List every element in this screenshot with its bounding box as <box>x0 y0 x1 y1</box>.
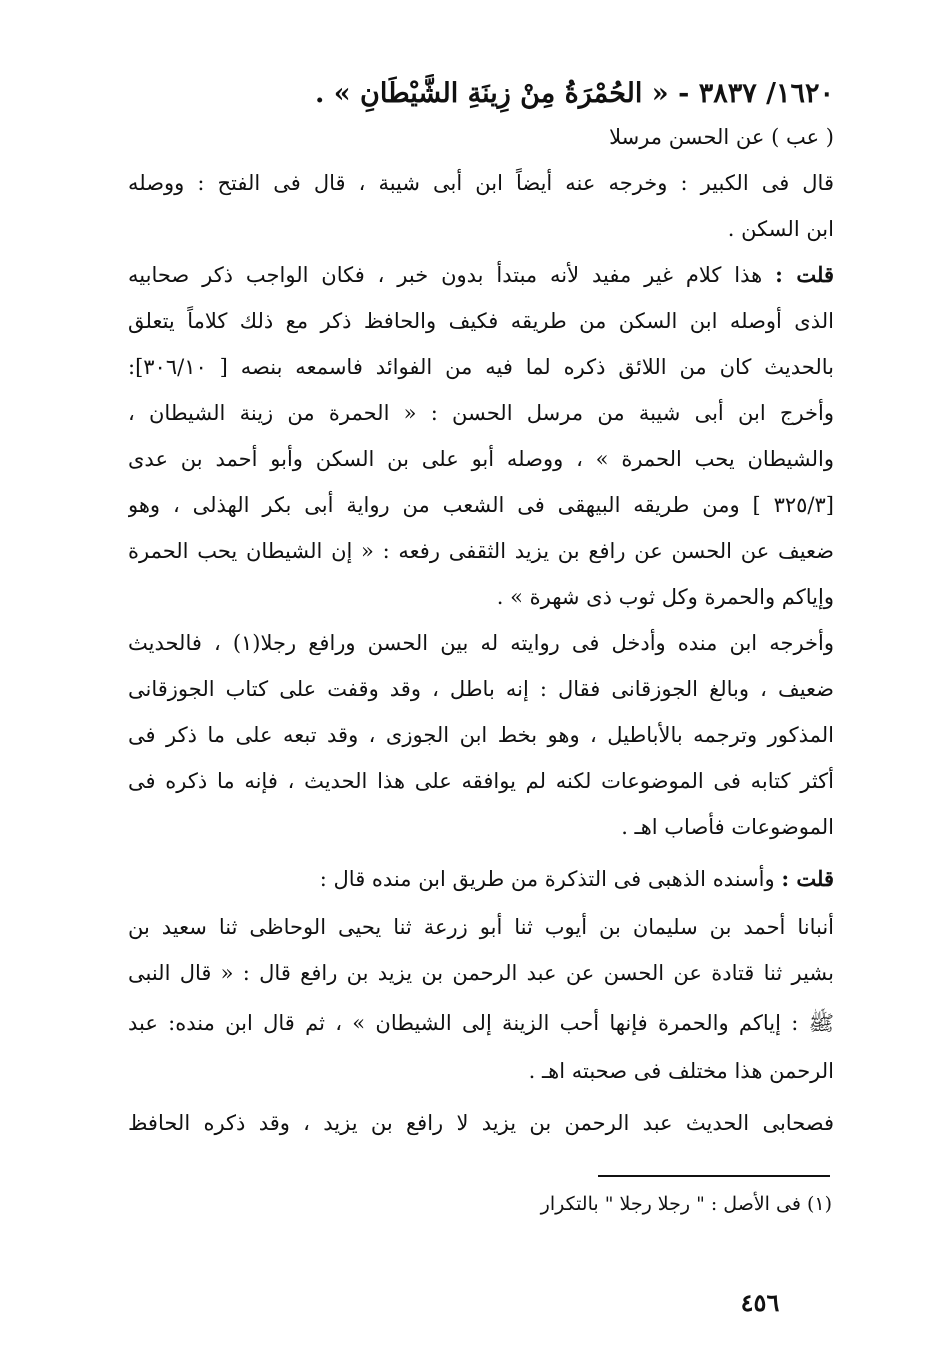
body-line: ضعيف ، وبالغ الجوزقانى فقال : إنه باطل ، وقد وقفت على كتاب الجوزقانى <box>128 677 834 701</box>
body-line: قال فى الكبير : وخرجه عنه أيضاً ابن أبى شيبة ، قال فى الفتح : ووصله <box>128 171 834 195</box>
body-line: أنبانا أحمد بن سليمان بن أيوب ثنا أبو زرعة ثنا يحيى الوحاظى ثنا سعيد بن <box>128 915 834 939</box>
body-line-qult <box>128 260 834 290</box>
body-line: أكثر كتابه فى الموضوعات لكنه لم يوافقه على هذا الحديث ، فإنه ما ذكره فى <box>128 769 834 793</box>
body-line-text: هذا كلام غير مفيد لأنه مبتدأ بدون خبر ، فكان الواجب ذكر صحابيه <box>128 263 763 287</box>
body-line: الرحمن هذا مختلف فى صحبته اهـ . <box>528 1059 834 1083</box>
body-line: الذى أوصله ابن السكن من طريقه فكيف والحافظ ذكر مع ذلك كلاماً يتعلق <box>128 309 834 333</box>
footnote-divider <box>598 1175 830 1177</box>
body-line: وإياكم والحمرة وكل ثوب ذى شهرة » . <box>496 585 834 609</box>
hadith-heading: ١٦٢٠/ ٣٨٣٧ - « الحُمْرَةُ مِنْ زِينَةِ الشَّيْطَانِ » . <box>314 78 834 109</box>
qult-label: قلت : <box>781 866 834 891</box>
body-line: ﷺ : إياكم والحمرة فإنها أحب الزينة إلى الشيطان » ، ثم قال ابن منده: عبد <box>128 1011 834 1035</box>
body-line: الموضوعات فأصاب اهـ . <box>621 815 834 839</box>
body-line: والشيطان يحب الحمرة » ، ووصله أبو على بن السكن وأبو أحمد بن عدى <box>128 447 834 471</box>
footnote: (١) فى الأصل : " رجلا رجلا " بالتكرار <box>540 1193 832 1215</box>
hadith-source: ( عب ) عن الحسن مرسلا <box>609 125 834 149</box>
body-line: وأخرج ابن أبى شيبة من مرسل الحسن : « الحمرة من زينة الشيطان ، <box>128 401 834 425</box>
body-line: بالحديث كان من اللائق ذكره لما فيه من الفوائد فاسمعه بنصه [ ٣٠٦/١٠]: <box>128 355 834 379</box>
qult-label: قلت : <box>775 262 834 287</box>
body-line-text: وأسنده الذهبى فى التذكرة من طريق ابن منده قال : <box>319 867 775 891</box>
body-line: [٣٢٥/٣ ] ومن طريقه البيهقى فى الشعب من رواية أبى بكر الهذلى ، وهو <box>128 493 834 517</box>
body-line-qult <box>128 864 834 894</box>
body-line: بشير ثنا قتادة عن الحسن عن عبد الرحمن بن يزيد بن رافع قال : « قال النبى <box>128 961 834 985</box>
body-line: ضعيف عن الحسن عن رافع بن يزيد الثقفى رفعه : « إن الشيطان يحب الحمرة <box>128 539 834 563</box>
body-line: فصحابى الحديث عبد الرحمن بن يزيد لا رافع بن يزيد ، وقد ذكره الحافظ <box>128 1111 834 1135</box>
body-line: ابن السكن . <box>727 217 834 241</box>
body-line: وأخرجه ابن منده وأدخل فى روايته له بين الحسن ورافع رجلا(١) ، فالحديث <box>128 631 834 655</box>
page-number: ٤٥٦ <box>740 1288 780 1317</box>
body-line: المذكور وترجمه بالأباطيل ، وهو بخط ابن الجوزى ، وقد تبعه على ما ذكر فى <box>128 723 834 747</box>
